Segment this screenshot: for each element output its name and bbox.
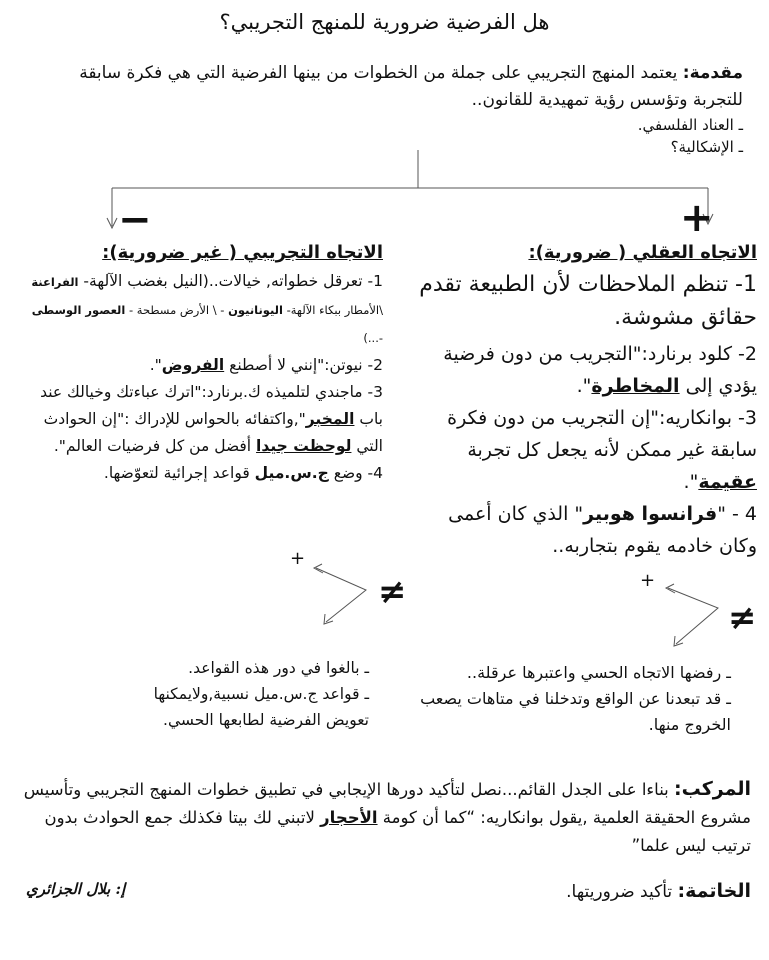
minus-sign-empirical: − [118, 197, 152, 243]
empirical-point-1-rain: \الأمطار ببكاء الآلهة- [282, 303, 383, 317]
empirical-point-1-end: -...) [363, 331, 383, 345]
rational-point-4 [417, 498, 757, 562]
rational-point-4-text: 4 - " [717, 503, 757, 525]
conclusion [351, 880, 751, 902]
author-signature: إ: بلال الجزائري [26, 880, 126, 898]
not-equal-sign-right: ≠ [728, 598, 757, 638]
rational-point-2-text: 2- كلود برنارد:"التجريب من دون فرضية يؤدي إلى [443, 343, 757, 397]
plus-sign-critique-right: + [640, 570, 656, 591]
critique-right-arrow [668, 588, 718, 644]
synthesis-emph: الأحجار [320, 808, 378, 827]
empirical-point-1-text: 1- تعرقل خطواته, خيالات..(النيل بغضب الآلهة- [78, 272, 383, 290]
empirical-point-1-middle-ages: العصور الوسطى [31, 303, 126, 317]
rational-point-4-end: " الذي كان أعمى وكان خادمه يقوم بتجاربه.. [448, 503, 757, 557]
conclusion-label: الخاتمة: [677, 880, 751, 902]
critique-empirical [109, 655, 369, 733]
empirical-point-3-mid: ",واكتفائه بالحواس للإدراك :"إن الحوادث التي [43, 410, 383, 455]
critique-left-arrow [316, 568, 366, 622]
empirical-point-2-text: 2- نيوتن:"إنني لا أصطنع [224, 356, 383, 374]
page-title: هل الفرضية ضرورية للمنهج التجريبي؟ [219, 10, 550, 34]
empirical-point-4-name: ج.س.ميل [254, 464, 329, 482]
intro-bullet-1: ـ العناد الفلسفي. [637, 116, 743, 134]
empirical-point-3-lab: المخبر [305, 410, 355, 428]
synthesis-text: بناءا على الجدل القائم...نصل لتأكيد دورها الإيجابي في تطبيق خطوات المنهج التجريبي وتأسيس مشروع الحقيقة العلمية ,يقول بوانكاريه: “كما أن كومة [23, 780, 751, 827]
empirical-point-4-end: قواعد إجرائية لتعوّضها. [103, 464, 255, 482]
empirical-point-4 [13, 460, 383, 487]
critique-right-head-bottom [674, 636, 683, 646]
synthesis-end: لاتبني لك بيتا فكذلك جمع الحوادث بدون ترتيب ليس علما” [44, 808, 751, 855]
critique-empirical-item-1: ـ بالغوا في دور هذه القواعد. [188, 659, 369, 677]
empirical-heading: الاتجاه التجريبي ( غير ضرورية): [102, 242, 383, 263]
empirical-point-3-text: 3- ماجندي لتلميذه ك.برنارد:"اترك عباءتك وخيالك عند باب [40, 383, 383, 428]
empirical-point-2-emph: الفروض [161, 356, 225, 374]
rational-point-2 [417, 338, 757, 402]
critique-rational [391, 660, 731, 738]
empirical-point-4-text: 4- وضع [328, 464, 383, 482]
empirical-point-1-flat: - \ الأرض مسطحة - [125, 303, 229, 317]
rational-point-3-end: ". [683, 471, 699, 493]
synthesis-label: المركب: [674, 778, 751, 800]
empirical-point-3 [13, 379, 383, 460]
intro-text: يعتمد المنهج التجريبي على جملة من الخطوات من بينها الفرضية التي هي فكرة سابقة للتجربة وتؤسس رؤية تمهيدية للقانون.. [79, 63, 743, 110]
rational-point-4-name: فرانسوا هوبير [583, 503, 718, 525]
empirical-column [13, 238, 383, 487]
rational-column [417, 238, 757, 562]
empirical-point-3-end: أفضل من كل فرضيات العالم". [53, 437, 257, 455]
empirical-point-2 [13, 352, 383, 379]
rational-point-2-end: ". [576, 375, 592, 397]
rational-point-3-emph: عقيمة [698, 471, 757, 493]
not-equal-sign-left: ≠ [378, 572, 407, 612]
rational-point-3-text: 3- بوانكاريه:"إن التجريب من دون فكرة سابقة غير ممكن لأنه يجعل كل تجربة [447, 407, 757, 461]
critique-rational-item-1: ـ رفضها الاتجاه الحسي واعتبرها عرقلة.. [466, 663, 731, 682]
intro-bullet-2: ـ الإشكالية؟ [670, 138, 743, 156]
synthesis [21, 775, 751, 860]
rational-point-1: 1- تنظم الملاحظات لأن الطبيعة تقدم حقائق مشوشة. [419, 272, 757, 330]
plus-sign-critique-left: + [290, 548, 306, 569]
critique-left-head-bottom [324, 614, 333, 624]
conclusion-text: تأكيد ضروريتها. [566, 882, 673, 902]
plus-sign-rational: + [680, 195, 714, 241]
rational-heading: الاتجاه العقلي ( ضرورية): [528, 242, 757, 263]
rational-point-2-emph: المخاطرة [591, 375, 680, 397]
critique-empirical-item-2: ـ قواعد ج.س.ميل نسبية,ولايمكنها تعويض الفرضية لطابعها الحسي. [153, 685, 369, 729]
empirical-point-1-pharaohs: الفراعنة [31, 275, 79, 289]
intro-label: مقدمة: [682, 63, 743, 83]
empirical-point-3-observed: لوحظت جيدا [256, 437, 352, 455]
critique-left-head-top [314, 564, 323, 573]
empirical-point-1-greeks: اليونانيون [228, 303, 283, 317]
empirical-point-2-end: ". [149, 356, 162, 374]
empirical-point-1 [13, 268, 383, 352]
rational-point-3 [417, 402, 757, 498]
introduction [31, 60, 743, 158]
critique-rational-item-2: ـ قد تبعدنا عن الواقع وتدخلنا في متاهات يصعب الخروج منها. [420, 689, 731, 734]
